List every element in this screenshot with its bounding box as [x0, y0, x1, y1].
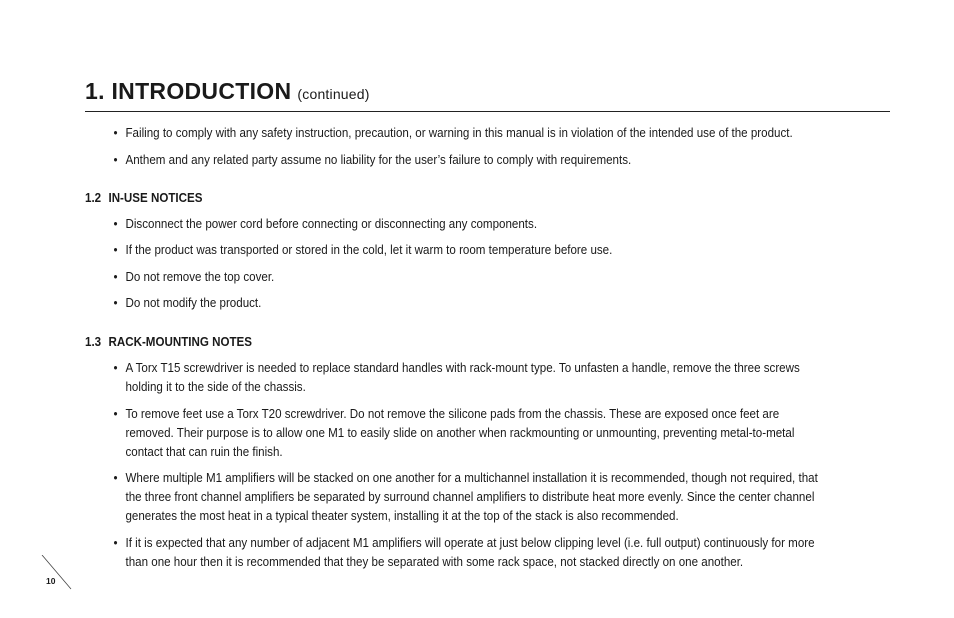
page-corner-icon: [40, 555, 74, 595]
list-item: [85, 268, 828, 287]
section-heading-text: IN-USE NOTICES: [108, 190, 203, 205]
bullet-icon: •: [113, 152, 118, 167]
bullet-icon: •: [113, 296, 118, 310]
chapter-subtitle: (continued): [297, 86, 370, 102]
bullet-text: If it is expected that any number of adjacent M1 amplifiers will operate at just below clipping level (i.e. full output) continuously for more than one hour then it is recommended that they be separated with some rack space, not stacked directly on one another.: [125, 535, 815, 569]
bullet-text: A Torx T15 screwdriver is needed to replace standard handles with rack-mount type. To unfasten a handle, remove the three screws holding it to the side of the chassis.: [125, 361, 800, 394]
bullet-icon: •: [113, 471, 118, 485]
list-item: [85, 359, 828, 397]
bullet-icon: •: [113, 361, 118, 375]
section-heading-rack-mounting-notes: [85, 333, 828, 352]
bullet-icon: •: [113, 406, 118, 421]
bullet-text: Where multiple M1 amplifiers will be stacked on one another for a multichannel installation it is recommended, though not required, that the three front channel amplifiers be separated by surround channel amplifiers to distribute heat more evenly. Since the center channel generates the most heat in a typical theater system, installing it at the top of the stack is also recommended.: [125, 471, 818, 523]
rack-mounting-notes-list: [85, 359, 828, 572]
bullet-icon: •: [113, 216, 118, 231]
chapter-title-text: 1. INTRODUCTION: [85, 78, 292, 104]
bullet-text: Failing to comply with any safety instruction, precaution, or warning in this manual is in violation of the intended use of the product.: [125, 126, 793, 140]
list-item: [85, 215, 828, 234]
page-body: [85, 124, 828, 579]
bullet-icon: •: [113, 269, 118, 284]
bullet-text: Do not modify the product.: [125, 296, 262, 310]
list-item: [85, 241, 828, 260]
section-number: 1.3: [85, 335, 102, 349]
list-item: [85, 151, 828, 170]
list-item: [85, 294, 828, 313]
bullet-icon: •: [113, 126, 118, 140]
bullet-text: To remove feet use a Torx T20 screwdriver. Do not remove the silicone pads from the chassis. These are exposed once feet are removed. Their purpose is to allow one M1 to easily slide on another when rackmounting or unmounting, preventing metal-to-metal contact that can ruin the finish.: [125, 406, 795, 459]
list-item: [85, 469, 828, 526]
title-divider: [85, 111, 890, 112]
bullet-icon: •: [113, 535, 118, 550]
section-number: 1.2: [85, 190, 102, 205]
page-number: 10: [46, 576, 56, 586]
bullet-text: Disconnect the power cord before connecting or disconnecting any components.: [125, 216, 538, 231]
bullet-icon: •: [113, 243, 118, 257]
bullet-text: Anthem and any related party assume no liability for the user’s failure to comply with requirements.: [125, 152, 632, 167]
section-heading-in-use-notices: [85, 189, 828, 208]
list-item: [85, 124, 828, 143]
list-item: [85, 534, 828, 572]
in-use-notices-list: [85, 215, 828, 314]
chapter-title: [85, 78, 370, 105]
intro-bullet-list: [85, 124, 828, 170]
section-heading-text: RACK-MOUNTING NOTES: [108, 335, 253, 349]
bullet-text: If the product was transported or stored in the cold, let it warm to room temperature before use.: [125, 243, 613, 257]
bullet-text: Do not remove the top cover.: [125, 269, 275, 284]
list-item: [85, 405, 828, 462]
